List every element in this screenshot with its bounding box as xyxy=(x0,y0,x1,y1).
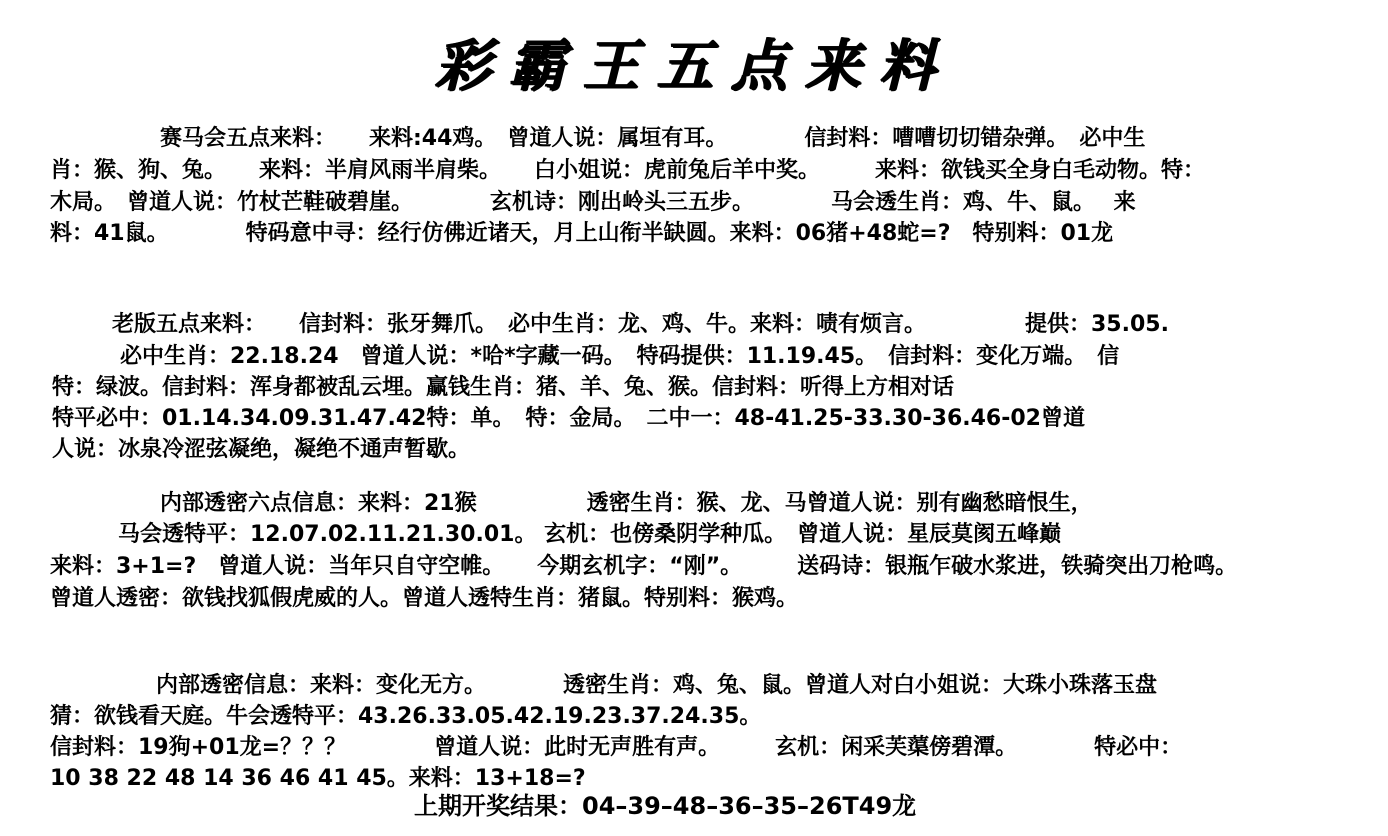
text-line-4: 料：41鼠。 特码意中寻：经行仿佛近诸天，月上山衔半缺圆。来料：06猪+48蛇=? 特别料：01龙 xyxy=(50,221,1114,246)
text-line-5: 老版五点来料： 信封料：张牙舞爪。 必中生肖：龙、鸡、牛。来料：啧有烦言。 提供：35.05. xyxy=(112,312,1169,337)
text-line-12: 来料：3+1=? 曾道人说：当年只自守空帷。 今期玄机字：“刚”。 送码诗：银瓶乍破水浆进，铁骑突出刀枪鸣。 xyxy=(50,554,1238,579)
text-line-13: 曾道人透密：欲钱找狐假虎威的人。曾道人透特生肖：猪鼠。特别料：猴鸡。 xyxy=(50,586,799,611)
text-line-10: 内部透密六点信息：来料：21猴 透密生肖：猴、龙、马曾道人说：别有幽愁暗恨生， xyxy=(160,491,1093,516)
text-line-15: 猜：欲钱看天庭。牛会透特平：43.26.33.05.42.19.23.37.24.35。 xyxy=(50,704,762,729)
text-line-2: 肖：猴、狗、兔。 来料：半肩风雨半肩柴。 白小姐说：虎前兔后羊中奖。 来料：欲钱买全身白毛动物。特： xyxy=(50,158,1206,183)
text-line-9: 人说：冰泉冷涩弦凝绝，凝绝不通声暂歇。 xyxy=(52,437,471,462)
previous-result: 上期开奖结果：04–39–48–36–35–26T49龙 xyxy=(414,792,917,820)
text-line-7: 特：绿波。信封料：浑身都被乱云埋。赢钱生肖：猪、羊、兔、猴。信封料：听得上方相对话 xyxy=(52,375,955,400)
page-title: 彩霸王五点来料 xyxy=(435,33,953,99)
text-line-8: 特平必中：01.14.34.09.31.47.42特：单。 特：金局。 二中一：48-41.25-33.30-36.46-02曾道 xyxy=(52,406,1085,431)
text-line-1: 赛马会五点来料： 来料:44鸡。 曾道人说：属垣有耳。 信封料：嘈嘈切切错杂弹。 必中生 xyxy=(160,126,1146,151)
text-line-17: 10 38 22 48 14 36 46 41 45。来料：13+18=? xyxy=(50,766,586,791)
text-line-11: 马会透特平：12.07.02.11.21.30.01。 玄机：也傍桑阴学种瓜。 曾道人说：星辰莫阂五峰巅 xyxy=(118,522,1062,547)
text-line-14: 内部透密信息：来料：变化无方。 透密生肖：鸡、兔、鼠。曾道人对白小姐说：大珠小珠落玉盘 xyxy=(156,673,1158,698)
text-line-16: 信封料：19狗+01龙=？？？ 曾道人说：此时无声胜有声。 玄机：闲采芙蕖傍碧潭。 特必中： xyxy=(50,735,1183,760)
text-line-6: 必中生肖：22.18.24 曾道人说：*哈*字藏一码。 特码提供：11.19.45。 信封料：变化万端。 信 xyxy=(120,344,1120,369)
text-line-3: 木局。 曾道人说：竹杖芒鞋破碧崖。 玄机诗：刚出岭头三五步。 马会透生肖：鸡、牛、鼠。 来 xyxy=(50,190,1136,215)
